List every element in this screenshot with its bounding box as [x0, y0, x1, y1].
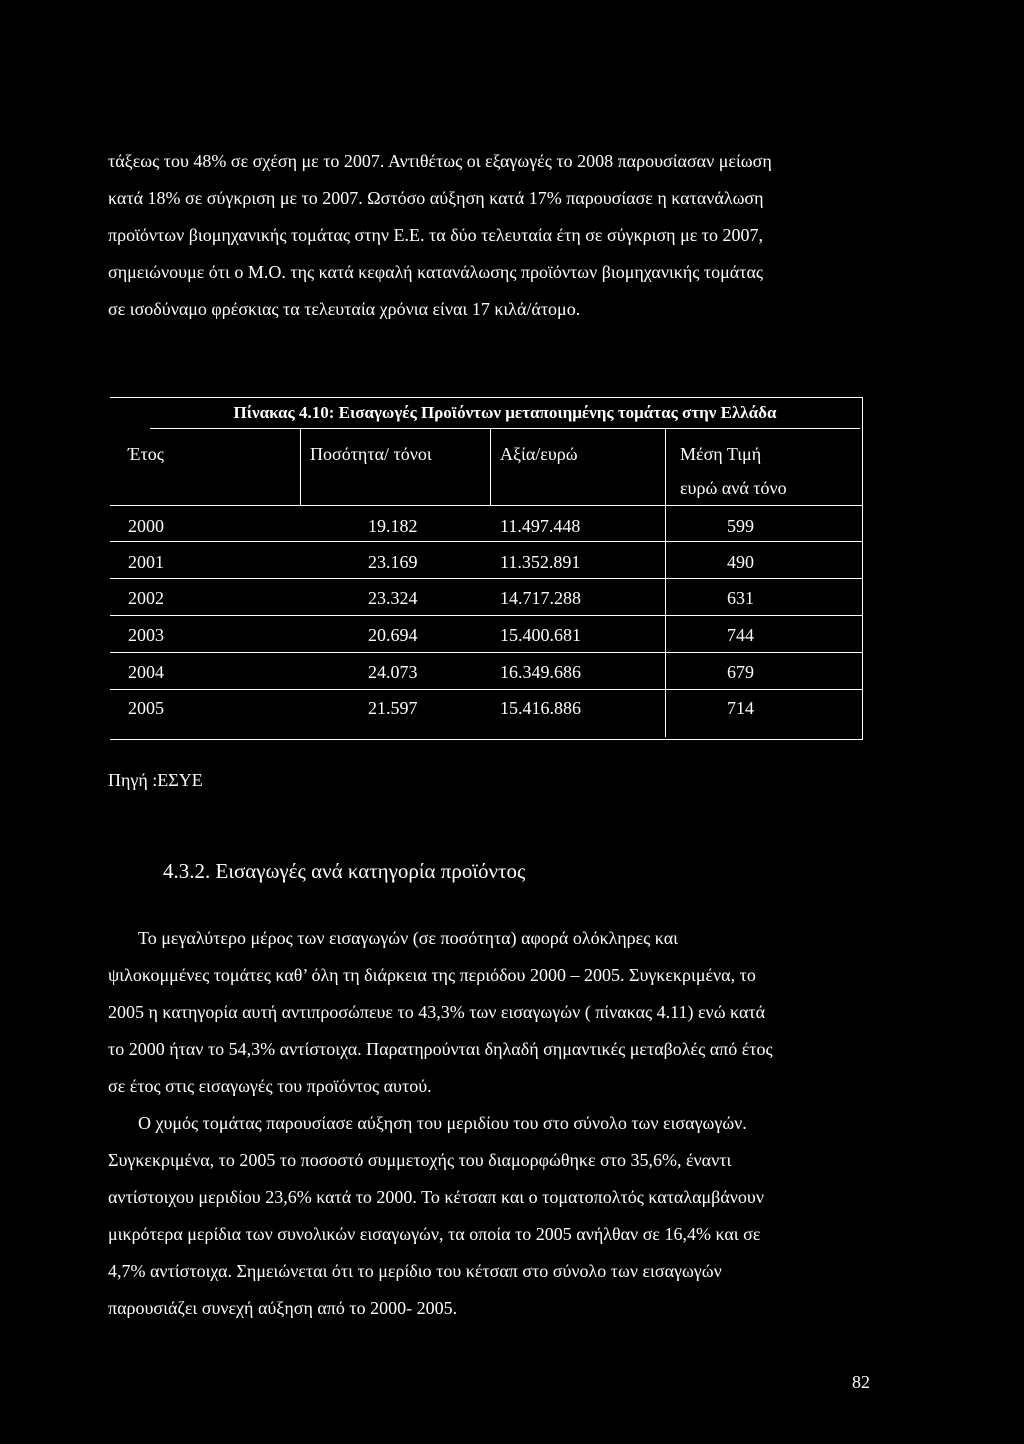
cell-price: 679 [727, 662, 754, 682]
text-line: ψιλοκομμένες τομάτες καθ’ όλη τη διάρκεια της περιόδου 2000 – 2005. Συγκεκριμένα, το [108, 965, 756, 985]
text-line: 2005 η κατηγορία αυτή αντιπροσώπευε το 43,3% των εισαγωγών ( πίνακας 4.11) ενώ κατά [108, 1002, 766, 1022]
cell-quantity: 20.694 [368, 625, 418, 645]
text-line: παρουσιάζει συνεχή αύξηση από το 2000- 2005. [108, 1298, 458, 1318]
cell-price: 744 [727, 625, 754, 645]
cell-year: 2005 [128, 698, 164, 718]
column-divider [300, 429, 301, 505]
row-separator [110, 615, 862, 616]
table-source: Πηγή :ΕΣΥΕ [108, 770, 203, 790]
header-quantity: Ποσότητα/ τόνοι [310, 444, 432, 464]
cell-value: 14.717.288 [500, 588, 581, 608]
header-value: Αξία/ευρώ [500, 444, 578, 464]
text-line: αντίστοιχου μεριδίου 23,6% κατά το 2000. Το κέτσαπ και ο τοματοπολτός καταλαμβάνουν [108, 1187, 764, 1207]
text-line: σημειώνουμε ότι ο Μ.Ο. της κατά κεφαλή κατανάλωσης προϊόντων βιομηχανικής τομάτας [108, 262, 764, 282]
cell-year: 2001 [128, 552, 164, 572]
cell-value: 11.352.891 [500, 552, 581, 572]
cell-price: 631 [727, 588, 754, 608]
cell-quantity: 23.324 [368, 588, 418, 608]
cell-price: 714 [727, 698, 754, 718]
intro-paragraph [108, 143, 872, 328]
row-separator [110, 652, 862, 653]
column-divider [490, 429, 491, 505]
cell-quantity: 23.169 [368, 552, 418, 572]
header-avg-price-unit: ευρώ ανά τόνο [680, 478, 787, 498]
text-line: Το μεγαλύτερο μέρος των εισαγωγών (σε ποσότητα) αφορά ολόκληρες και [138, 928, 678, 948]
column-divider [665, 429, 666, 737]
cell-price: 490 [727, 552, 754, 572]
text-line: το 2000 ήταν το 54,3% αντίστοιχα. Παρατηρούνται δηλαδή σημαντικές μεταβολές από έτος [108, 1039, 773, 1059]
cell-price: 599 [727, 516, 754, 536]
imports-table [110, 397, 863, 740]
page-number: 82 [852, 1372, 870, 1392]
row-separator [110, 578, 862, 579]
cell-value: 11.497.448 [500, 516, 581, 536]
text-line: Ο χυμός τομάτας παρουσίασε αύξηση του μεριδίου του στο σύνολο των εισαγωγών. [138, 1113, 747, 1133]
section-heading: 4.3.2. Εισαγωγές ανά κατηγορία προϊόντος [163, 859, 526, 883]
cell-value: 15.400.681 [500, 625, 581, 645]
cell-year: 2004 [128, 662, 164, 682]
text-line: τάξεως του 48% σε σχέση με το 2007. Αντιθέτως οι εξαγωγές το 2008 παρουσίασαν μείωση [108, 151, 772, 171]
cell-year: 2000 [128, 516, 164, 536]
header-avg-price: Μέση Τιμή [680, 444, 762, 464]
cell-quantity: 24.073 [368, 662, 418, 682]
text-line: κατά 18% σε σύγκριση με το 2007. Ωστόσο αύξηση κατά 17% παρουσίασε η κατανάλωση [108, 188, 764, 208]
body-paragraphs [108, 920, 872, 1327]
text-line: Συγκεκριμένα, το 2005 το ποσοστό συμμετοχής του διαμορφώθηκε στο 35,6%, έναντι [108, 1150, 732, 1170]
header-year: Έτος [128, 444, 164, 464]
cell-year: 2003 [128, 625, 164, 645]
text-line: μικρότερα μερίδια των συνολικών εισαγωγών, τα οποία το 2005 ανήλθαν σε 16,4% και σε [108, 1224, 761, 1244]
cell-quantity: 19.182 [368, 516, 418, 536]
text-line: σε έτος στις εισαγωγές του προϊόντος αυτού. [108, 1076, 432, 1096]
header-separator [110, 505, 862, 506]
cell-year: 2002 [128, 588, 164, 608]
text-line: σε ισοδύναμο φρέσκιας τα τελευταία χρόνια είναι 17 κιλά/άτομο. [108, 299, 581, 319]
cell-value: 15.416.886 [500, 698, 581, 718]
cell-quantity: 21.597 [368, 698, 418, 718]
row-separator [110, 689, 862, 690]
row-separator [110, 541, 862, 542]
table-caption: Πίνακας 4.10: Εισαγωγές Προϊόντων μεταποιημένης τομάτας στην Ελλάδα [150, 398, 860, 429]
text-line: 4,7% αντίστοιχα. Σημειώνεται ότι το μερίδιο του κέτσαπ στο σύνολο των εισαγωγών [108, 1261, 722, 1281]
cell-value: 16.349.686 [500, 662, 581, 682]
text-line: προϊόντων βιομηχανικής τομάτας στην Ε.Ε. τα δύο τελευταία έτη σε σύγκριση με το 2007, [108, 225, 764, 245]
